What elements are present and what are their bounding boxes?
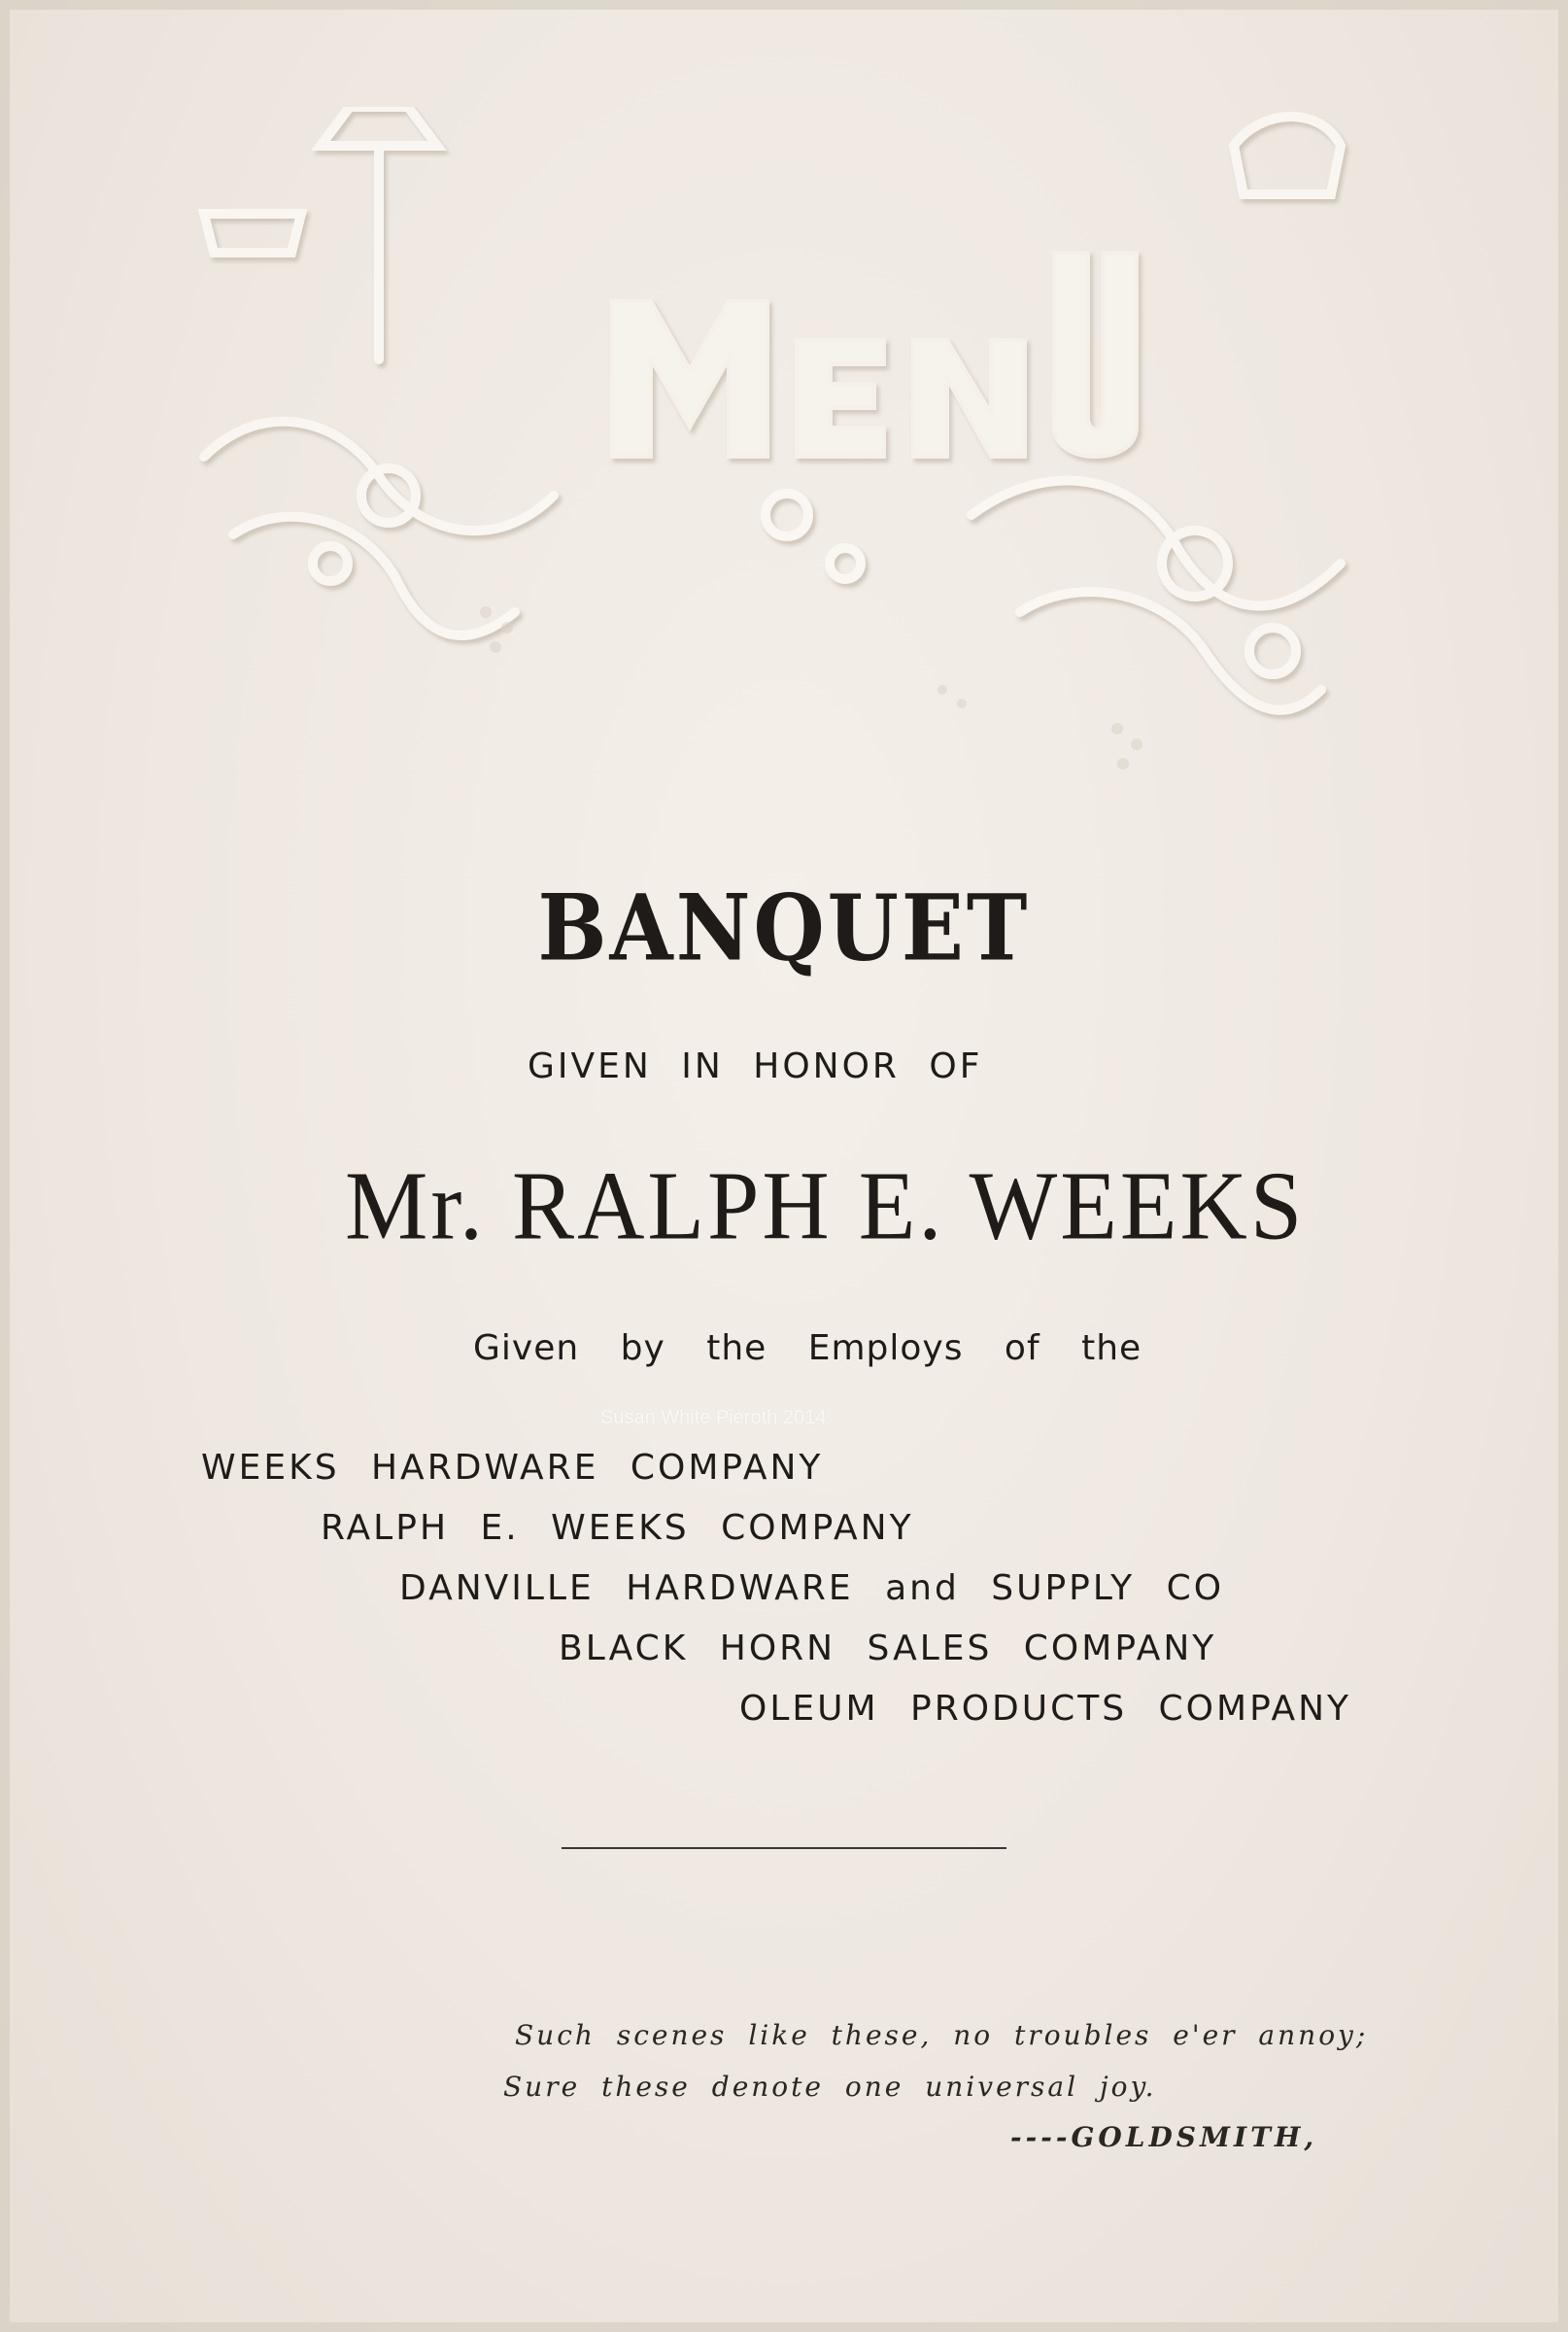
quote-line-1: Such scenes like these, no troubles e'er annoy; (515, 2019, 1369, 2051)
quote-line-2: Sure these denote one universal joy. (503, 2071, 1157, 2103)
honoree-name: Mr. RALPH E. WEEKS (345, 1150, 1306, 1260)
given-by-text: Given by the Employs of the (473, 1328, 1142, 1368)
company-line: BLACK HORN SALES COMPANY (559, 1629, 1217, 1668)
divider-rule (562, 1847, 1006, 1849)
quote-attribution: ----GOLDSMITH, (1010, 2121, 1318, 2153)
company-line: OLEUM PRODUCTS COMPANY (739, 1689, 1352, 1729)
banquet-title: BANQUET (537, 874, 1031, 981)
given-in-honor-text: GIVEN IN HONOR OF (528, 1046, 983, 1086)
company-line: DANVILLE HARDWARE and SUPPLY CO (399, 1568, 1225, 1608)
company-line: RALPH E. WEEKS COMPANY (321, 1508, 914, 1548)
copyright-watermark: Susan White Pieroth 2014 (600, 1407, 827, 1428)
embossed-menu-ornament (146, 107, 1428, 904)
company-line: WEEKS HARDWARE COMPANY (201, 1448, 824, 1488)
